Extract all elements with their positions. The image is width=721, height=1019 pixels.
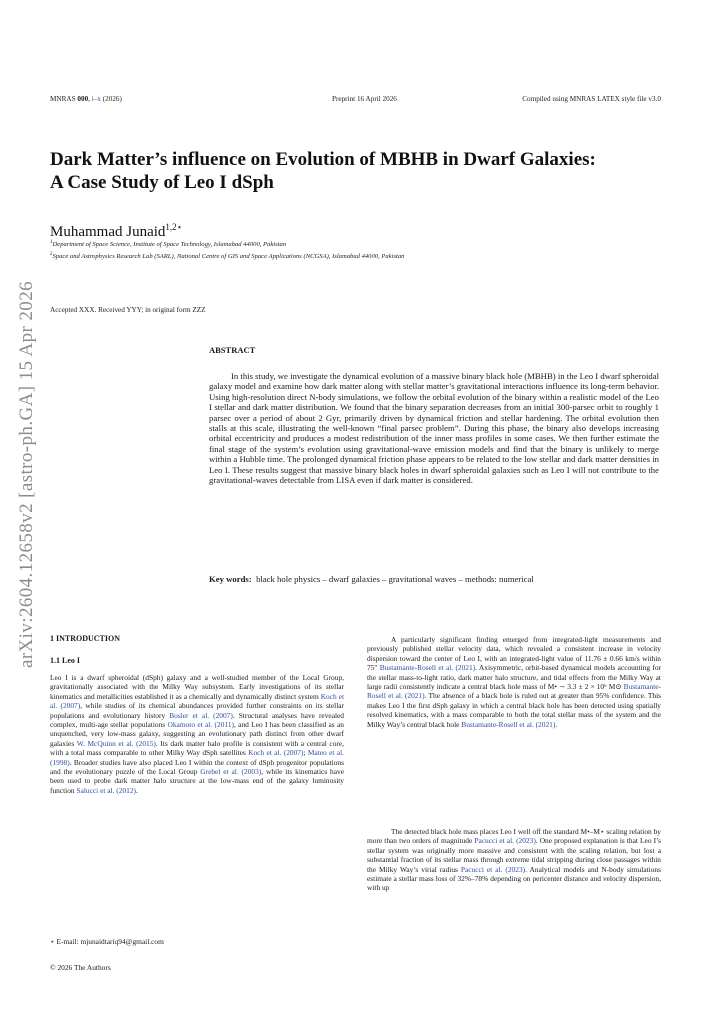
author-name: Muhammad Junaid$^{1,2⋆}$ [50, 222, 183, 240]
citation-link[interactable]: Bustamante-Rosell et al. (2021) [379, 663, 476, 673]
paper-title: Dark Matter’s influence on Evolution of MBHB in Dwarf Galaxies: A Case Study of Leo I dSph [50, 149, 596, 193]
paragraph-text: , while its kinematics have been used to probe dark matter halo structure at the low-mass end of the galaxy luminosity function [50, 767, 345, 795]
pages-link[interactable]: i–x [91, 95, 101, 103]
citation-link[interactable]: Pacucci et al. (2023) [460, 864, 526, 874]
paragraph-text: . [555, 719, 558, 729]
citation-link[interactable]: Pacucci et al. (2023) [474, 836, 536, 846]
preprint-date: Preprint 16 April 2026 [332, 95, 397, 103]
running-head [50, 95, 661, 107]
paragraph-text: . [136, 785, 138, 795]
paragraph-text: . The absence of a black hole is ruled out at greater than 95% confidence. This makes Leo I the first dSph galaxy in which a central black hole has been detected using spatially resolved kinematics, with a mass comparable to both the total stellar mass of the system and the Milky Way’s central black hole [367, 691, 661, 729]
paragraph-text: ; [303, 748, 308, 758]
paragraph-text: , and Leo I has been classified as an unquenched, very low-mass galaxy, suggesting an evolutionary path distinct from other dwarf galaxies [50, 720, 344, 748]
paragraph-text: A particularly significant finding emerged from integrated-light measurements and previously published stellar velocity data, which revealed a consistent increase in velocity dispersion toward the center of Leo I, with an integrated-light value of 11.76 ± 0.66 km/s within 75″ [367, 635, 661, 673]
citation-link[interactable]: Bosler et al. (2007) [169, 710, 233, 720]
journal-ref: MNRAS 000, i–x (2026) [50, 95, 122, 103]
paragraph-text: . Structural analyses have revealed complex, multi-age stellar populations [50, 710, 345, 730]
keywords: Key words: black hole physics – dwarf galaxies – gravitational waves – methods: numerical [209, 574, 534, 584]
citation-link[interactable]: Koch et al. (2007) [50, 691, 344, 711]
email-footnote: ⋆ E-mail: mjunaidtariq94@gmail.com [50, 937, 164, 946]
paragraph-text: . One proposed explanation is that Leo I’s stellar system was originally more massive and consistent with the scaling relation, but lost a substantial fraction of its stellar mass through extreme tidal stripping during close passages within the Milky Way’s virial radius [367, 836, 661, 874]
compiled-note: Compiled using MNRAS LATEX style file v3.0 [522, 95, 661, 103]
intro-paragraph-2 [367, 635, 661, 729]
citation-link[interactable]: Okamoto et al. (2011) [167, 720, 234, 730]
intro-paragraph-1 [50, 673, 344, 795]
citation-link[interactable]: Koch et al. (2007) [248, 748, 304, 758]
subsection-heading-leo-i: 1.1 Leo I [50, 656, 80, 665]
citation-link[interactable]: Mateo et al. (1998) [50, 748, 344, 767]
citation-link[interactable]: Bustamante-Rosell et al. (2021) [367, 682, 661, 701]
citation-link[interactable]: Bustamante-Rosell et al. (2021) [461, 719, 556, 729]
paragraph-text: Leo I is a dwarf spheroidal (dSph) galaxy and a well-studied member of the Local Group, gravitationally associated with the Milky Way subsystem. Early investigations of its stellar kinematics and metallicities established it as a chemically and dynamically distinct system [50, 673, 344, 701]
affiliation-1: $^1$Department of Space Science, Institute of Space Technology, Islamabad 44000, Pakistan [50, 240, 287, 249]
affiliation-2: $^2$Space and Astrophysics Research Lab (SARL), National Centre of GIS and Space Applications (NCGSA), Islamabad 44000, Pakistan [50, 252, 405, 261]
paragraph-text: . Axisymmetric, orbit-based dynamical models accounting for the stellar mass-to-light ratio, dark matter halo structure, and tidal effects from the Milky Way at large radii consistently indicate a central black hole mass of M• ∼ 3.3 ± 2 × 10⁶ M⊙ [367, 663, 661, 692]
abstract-text: In this study, we investigate the dynamical evolution of a massive binary black hole (MBHB) in the Leo I dwarf spheroidal galaxy model and examine how dark matter along with stellar matter’s gravitational interactions influence its long-term behavior. Using high-resolution direct N-body simulations, we follow the orbital evolution of the binary within a realistic model of the Leo I stellar and dark matter distribution. We found that the binary separation decreases from an initial 300-parsec orbit to roughly 1 parsec over a period of about 2 Gyr, primarily driven by dynamical friction and stellar hardening. The orbital evolution then stalls at this scale, illustrating the well-known “final parsec problem”. During this phase, the binary also develops increasing orbital eccentricity and produces a modest redistribution of the inner mass profiles in some cases. We then further estimate the final stage of the system’s evolution using gravitational-wave emission models and find that the binary is unlikely to merge within a Hubble time. The prolonged dynamical friction phase appears to be related to the low stellar and dark matter densities in Leo I. These results suggest that massive binary black holes in dwarf spheroidal galaxies such as Leo I will not contribute to the gravitational-waves detectable from LISA even if dark matter is considered. [209, 371, 659, 486]
intro-paragraph-3 [367, 827, 661, 893]
paragraph-text: , while studies of its chemical abundances provided further constraints on its stellar populations and evolutionary history [50, 701, 345, 720]
paragraph-text: . Analytical models and N-body simulations estimate a stellar mass loss of 32%–78% depending on pericenter distance and velocity dispersion, with up [367, 864, 662, 893]
arxiv-watermark: arXiv:2604.12658v2 [astro-ph.GA] 15 Apr 2026 [16, 281, 37, 668]
paragraph-text: . Broader studies have also placed Leo I within the context of dSph progenitor populations and the evolutionary puzzle of the Local Group [50, 757, 344, 777]
citation-link[interactable]: Grebel et al. (2003) [200, 767, 262, 777]
section-heading-introduction: 1 INTRODUCTION [50, 634, 121, 643]
accepted-line: Accepted XXX. Received YYY; in original form ZZZ [50, 306, 206, 314]
abstract-heading: ABSTRACT [209, 345, 256, 355]
citation-link[interactable]: Salucci et al. (2012) [76, 785, 136, 795]
paragraph-text: . Its dark matter halo profile is consistent with a central core, with a total mass comparable to other Milky Way dSph satellites [50, 738, 344, 758]
paragraph-text: The detected black hole mass places Leo I well off the standard M•–M⋆ scaling relation by more than two orders of magnitude [367, 827, 661, 846]
citation-link[interactable]: W. McQuinn et al. (2015) [76, 738, 156, 748]
copyright-line: © 2026 The Authors [50, 963, 111, 972]
